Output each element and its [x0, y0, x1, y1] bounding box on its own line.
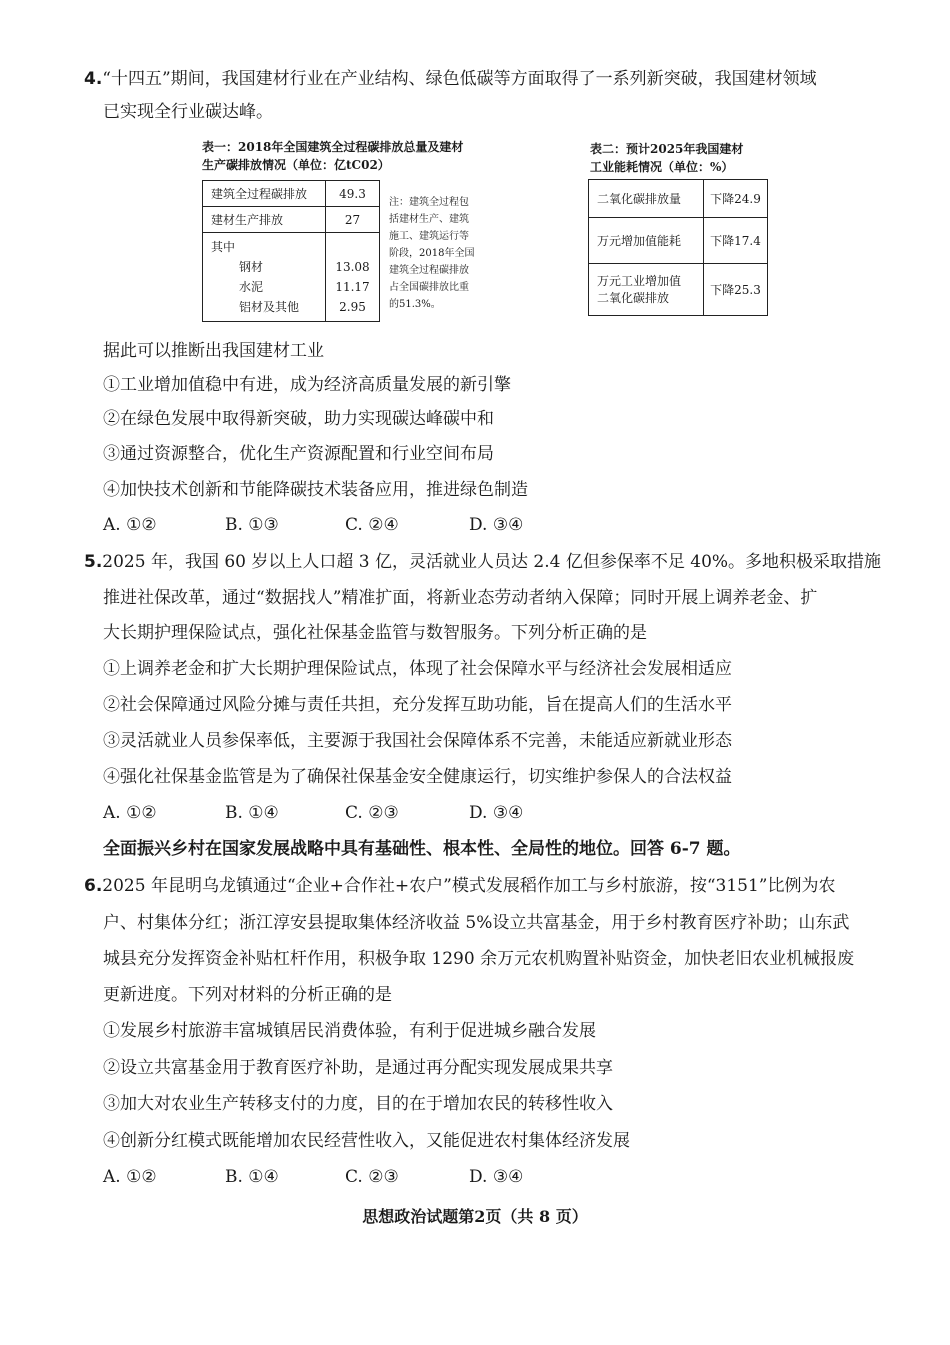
table1-title-line2: 生产碳排放情况（单位：亿tC02） [202, 158, 390, 172]
q6-options [103, 1164, 523, 1190]
option-b: B. ①④ [225, 1167, 279, 1187]
table1-label: 建筑全过程碳排放 [203, 181, 326, 207]
q5-item: ③灵活就业人员参保率低，主要源于我国社会保障体系不完善，未能适应新就业形态 [103, 731, 732, 751]
table1-note: 注：建筑全过程包 括建材生产、建筑 施工、建筑运行等 阶段，2018年全国 建筑全过程碳排放 占全国碳排放比重 的51.3%。 [389, 197, 475, 310]
section-intro: 全面振兴乡村在国家发展战略中具有基础性、根本性、全局性的地位。回答 6-7 题。 [103, 839, 741, 859]
q4-item: ④加快技术创新和节能降碳技术装备应用，推进绿色制造 [103, 480, 528, 500]
q6-stem-line4: 更新进度。下列对材料的分析正确的是 [103, 985, 392, 1005]
q6-item: ③加大对农业生产转移支付的力度，目的在于增加农民的转移性收入 [103, 1094, 613, 1114]
table2-row [589, 180, 768, 218]
q4-stem-line2: 已实现全行业碳达峰。 [103, 102, 273, 122]
option-d: D. ③④ [469, 803, 524, 823]
q6-item: ①发展乡村旅游丰富城镇居民消费体验，有利于促进城乡融合发展 [103, 1021, 596, 1041]
q5-stem-line2: 推进社保改革，通过“数据找人”精准扩面，将新业态劳动者纳入保障；同时开展上调养老金、扩 [103, 588, 818, 608]
q5-stem-line1: 5.2025 年，我国 60 岁以上人口超 3 亿，灵活就业人员达 2.4 亿但参保率不足 40%。多地积极采取措施 [84, 552, 882, 572]
table1 [202, 180, 380, 322]
q5-number: 5. [84, 552, 103, 572]
table2-row [589, 264, 768, 316]
q6-item: ④创新分红模式既能增加农民经营性收入，又能促进农村集体经济发展 [103, 1131, 630, 1151]
table2-title-line1: 表二：预计2025年我国建材 [590, 142, 744, 156]
table1-sub-label: 水泥 [239, 280, 264, 294]
option-d: D. ③④ [469, 515, 524, 535]
table1-sub-label: 钢材 [239, 260, 264, 274]
q4-item: ②在绿色发展中取得新突破，助力实现碳达峰碳中和 [103, 409, 494, 429]
q4-number: 4. [84, 69, 103, 89]
table1-row [203, 207, 380, 233]
table1-value: 49.3 [326, 181, 380, 207]
q5-item: ④强化社保基金监管是为了确保社保基金安全健康运行，切实维护参保人的合法权益 [103, 767, 732, 787]
table2-label: 万元工业增加值 二氧化碳排放 [589, 264, 704, 316]
q4-item: ③通过资源整合，优化生产资源配置和行业空间布局 [103, 444, 494, 464]
page-footer: 思想政治试题第2页（共 8 页） [362, 1207, 588, 1226]
table1-row [203, 181, 380, 207]
q4-options [103, 512, 523, 538]
table2-label: 万元增加值能耗 [589, 218, 704, 264]
table2-row [589, 218, 768, 264]
table1-sub-value: 2.95 [339, 300, 366, 314]
table2-value: 下降17.4 [704, 218, 768, 264]
q4-item: ①工业增加值稳中有进，成为经济高质量发展的新引擎 [103, 375, 511, 395]
table2-label: 二氧化碳排放量 [589, 180, 704, 218]
table1-sub-labels [203, 233, 326, 322]
table1-label: 建材生产排放 [203, 207, 326, 233]
table2 [588, 179, 768, 316]
table1-sub-block [203, 233, 380, 322]
option-a: A. ①② [103, 803, 157, 823]
table1-sub-header: 其中 [211, 240, 236, 254]
table2-value: 下降24.9 [704, 180, 768, 218]
q4-stem-line1: 4.“十四五”期间，我国建材行业在产业结构、绿色低碳等方面取得了一系列新突破，我国建材领域 [84, 69, 817, 89]
option-c: C. ②④ [345, 515, 399, 535]
q5-stem-line3: 大长期护理保险试点，强化社保基金监管与数智服务。下列分析正确的是 [103, 623, 647, 643]
table1-sub-values [326, 233, 380, 322]
option-d: D. ③④ [469, 1167, 524, 1187]
option-b: B. ①④ [225, 803, 279, 823]
table1-sub-value: 13.08 [335, 260, 370, 274]
q6-number: 6. [84, 876, 103, 896]
table2-value: 下降25.3 [704, 264, 768, 316]
q5-options [103, 800, 523, 826]
table1-value: 27 [326, 207, 380, 233]
option-a: A. ①② [103, 1167, 157, 1187]
q6-stem-line1: 6.2025 年昆明乌龙镇通过“企业+合作社+农户”模式发展稻作加工与乡村旅游，按“3151”比例为农 [84, 876, 836, 896]
q6-stem-line2: 户、村集体分红；浙江淳安县提取集体经济收益 5%设立共富基金，用于乡村教育医疗补助；山东武 [103, 913, 850, 933]
option-b: B. ①③ [225, 515, 279, 535]
option-c: C. ②③ [345, 1167, 399, 1187]
option-a: A. ①② [103, 515, 157, 535]
table1-title-line1: 表一：2018年全国建筑全过程碳排放总量及建材 [202, 140, 464, 154]
table1-sub-value: 11.17 [335, 280, 370, 294]
table2-title-line2: 工业能耗情况（单位：%） [590, 160, 734, 174]
option-c: C. ②③ [345, 803, 399, 823]
q6-stem-line3: 城县充分发挥资金补贴杠杆作用，积极争取 1290 余万元农机购置补贴资金，加快老旧农业机械报废 [103, 949, 855, 969]
q5-item: ②社会保障通过风险分摊与责任共担，充分发挥互助功能，旨在提高人们的生活水平 [103, 695, 732, 715]
q4-prompt: 据此可以推断出我国建材工业 [103, 341, 324, 361]
q5-item: ①上调养老金和扩大长期护理保险试点，体现了社会保障水平与经济社会发展相适应 [103, 659, 732, 679]
q6-item: ②设立共富基金用于教育医疗补助，是通过再分配实现发展成果共享 [103, 1058, 613, 1078]
table1-sub-label: 铝材及其他 [239, 300, 300, 314]
